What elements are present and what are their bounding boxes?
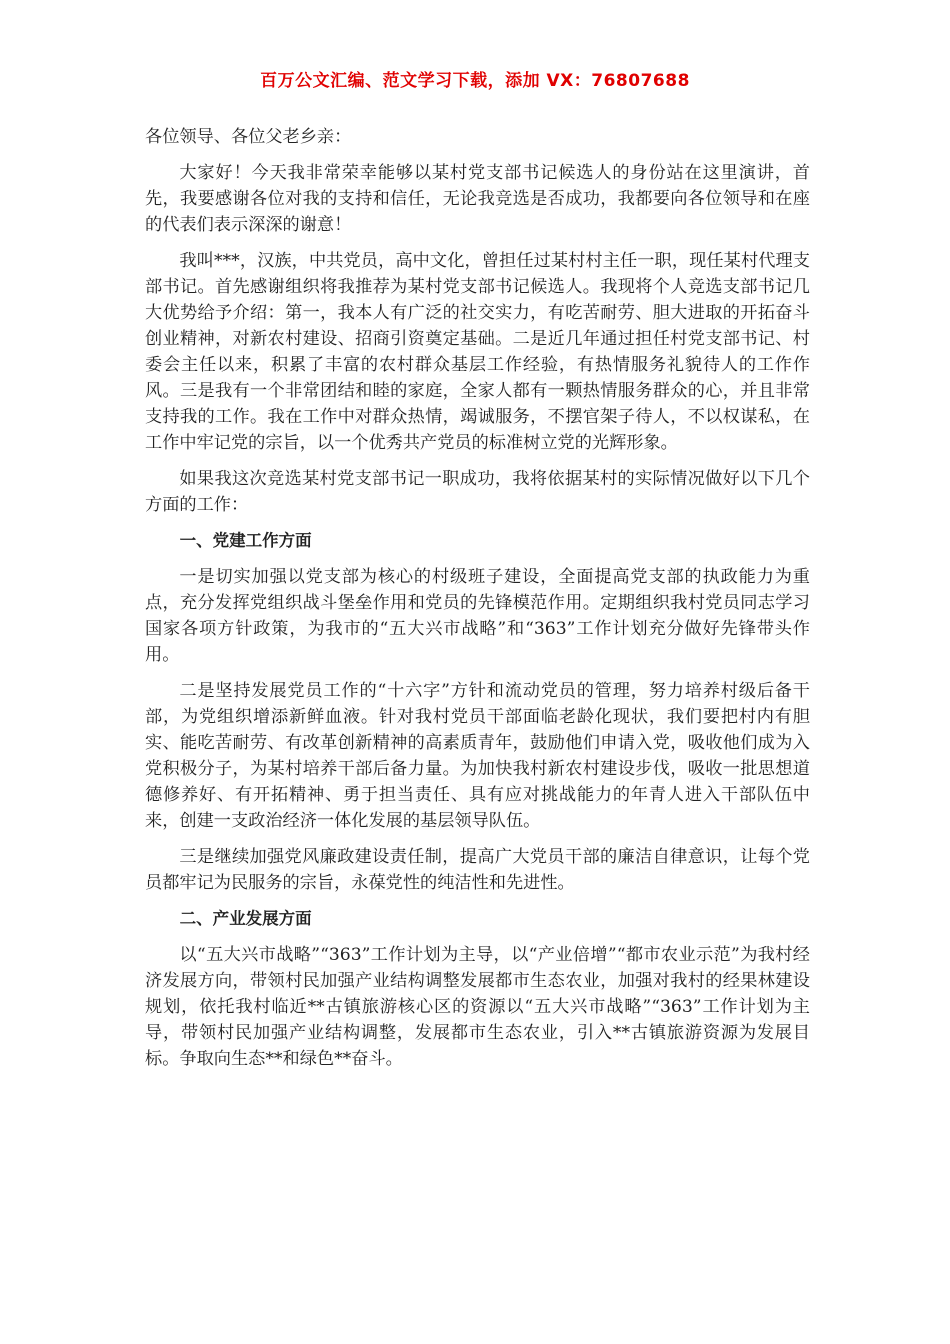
section-heading-party-building: 一、党建工作方面 — [179, 531, 312, 550]
paragraph-introduction: 我叫***，汉族，中共党员，高中文化，曾担任过某村村主任一职，现任某村代理支部书记。首先感谢组织将我推荐为某村党支部书记候选人。我现将个人竞选支部书记几大优势给予介绍：第一，我本人有广泛的社交实力，有吃苦耐劳、胆大进取的开拓奋斗创业精神，对新农村建设、招商引资奠定基础。二是近几年通过担任村党支部书记、村委会主任以来，积累了丰富的农村群众基层工作经验，有热情服务礼貌待人的工作作风。三是我有一个非常团结和睦的家庭，全家人都有一颗热情服务群众的心，并且非常支持我的工作。我在工作中对群众热情，竭诚服务，不摆官架子待人，不以权谋私，在工作中牢记党的宗旨，以一个优秀共产党员的标准树立党的光辉形象。 — [145, 251, 810, 453]
paragraph-industry: 以“五大兴市战略”“363”工作计划为主导，以“产业倍增”“都市农业示范”为我村经济发展方向，带领村民加强产业结构调整发展都市生态农业，加强对我村的经果林建设规划，依托我村临近**古镇旅游核心区的资源以“五大兴市战略”“363”工作计划为主导，带领村民加强产业结构调整，发展都市生态农业，引入**古镇旅游资源为发展目标。争取向生态**和绿色**奋斗。 — [145, 945, 810, 1069]
paragraph-party-building-2: 二是坚持发展党员工作的“十六字”方针和流动党员的管理，努力培养村级后备干部，为党组织增添新鲜血液。针对我村党员干部面临老龄化现状，我们要把村内有胆实、能吃苦耐劳、有改革创新精神的高素质青年，鼓励他们申请入党，吸收他们成为入党积极分子，为某村培养干部后备力量。为加快我村新农村建设步伐，吸收一批思想道德修养好、有开拓精神、勇于担当责任、具有应对挑战能力的年青人进入干部队伍中来，创建一支政治经济一体化发展的基层领导队伍。 — [145, 681, 810, 831]
paragraph-party-building-3: 三是继续加强党风廉政建设责任制，提高广大党员干部的廉洁自律意识，让每个党员都牢记为民服务的宗旨，永葆党性的纯洁性和先进性。 — [145, 847, 810, 893]
paragraph-greeting: 大家好！今天我非常荣幸能够以某村党支部书记候选人的身份站在这里演讲，首先，我要感谢各位对我的支持和信任，无论我竞选是否成功，我都要向各位领导和在座的代表们表示深深的谢意！ — [145, 163, 810, 235]
salutation: 各位领导、各位父老乡亲： — [145, 127, 352, 147]
document-body — [145, 124, 810, 1082]
header-banner: 百万公文汇编、范文学习下载，添加 VX：76807688 — [260, 71, 690, 91]
paragraph-plan-intro: 如果我这次竞选某村党支部书记一职成功，我将依据某村的实际情况做好以下几个方面的工作： — [145, 469, 810, 515]
paragraph-party-building-1: 一是切实加强以党支部为核心的村级班子建设，全面提高党支部的执政能力为重点，充分发挥党组织战斗堡垒作用和党员的先锋模范作用。定期组织我村党员同志学习国家各项方针政策，为我市的“五大兴市战略”和“363”工作计划充分做好先锋带头作用。 — [145, 567, 810, 665]
section-heading-industry: 二、产业发展方面 — [179, 909, 312, 928]
